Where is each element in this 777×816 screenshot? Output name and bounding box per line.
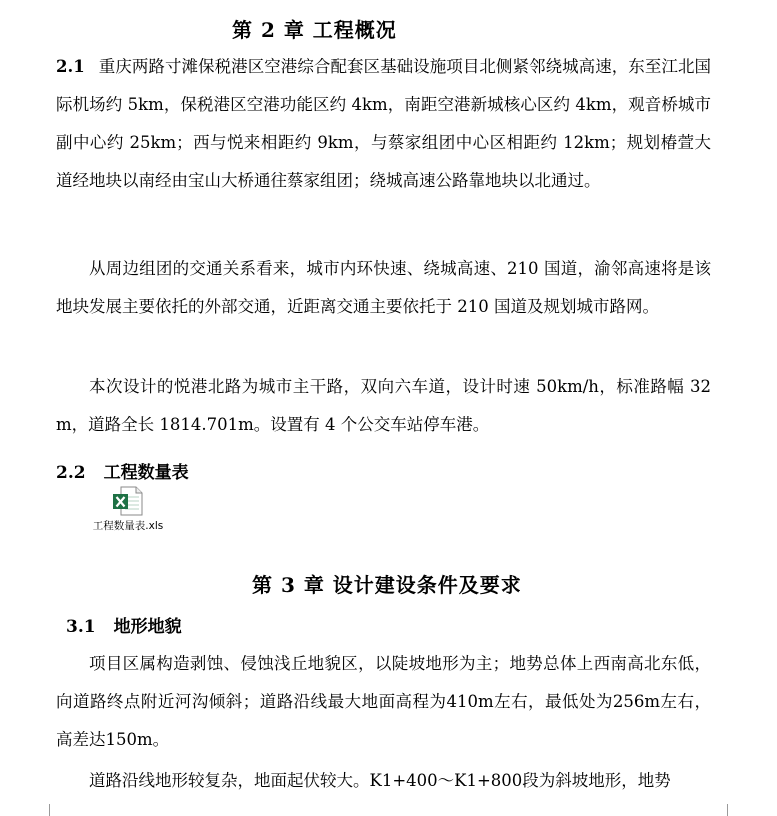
section-2-1-paragraph (56, 48, 711, 200)
section-3-1-title: 地形地貌 (113, 617, 182, 637)
chapter-2-title: 第 2 章 工程概况 (232, 18, 397, 42)
attachment-label: 工程数量表.xls (92, 520, 164, 532)
section-3-1-number: 3.1 (66, 617, 96, 637)
terrain-paragraph: 项目区属构造剥蚀、侵蚀浅丘地貌区，以陡坡地形为主；地势总体上西南高北东低，向道路终点附近河沟倾斜；道路沿线最大地面高程为410m左右，最低处为256m左右，高差达150m。 (56, 654, 711, 749)
attachment-xls[interactable] (82, 486, 174, 533)
section-3-1-heading (66, 612, 182, 637)
page-corner-mark-left (37, 804, 50, 816)
chapter-3-title: 第 3 章 设计建设条件及要求 (252, 573, 522, 597)
section-2-2-number: 2.2 (56, 463, 86, 483)
section-2-1-number: 2.1 (56, 57, 85, 76)
section-2-1-text: 重庆两路寸滩保税港区空港综合配套区基础设施项目北侧紧邻绕城高速，东至江北国际机场约 5km，保税港区空港功能区约 4km，南距空港新城核心区约 4km，观音桥城市副中心约 25km；西与悦来相距约 9km，与蔡家组团中心区相距约 12km；规划椿萱大道经地块以南经由宝山大桥通往蔡家组团；绕城高速公路靠地块以北通过。 (56, 57, 711, 190)
section-2-2-title: 工程数量表 (103, 463, 189, 483)
traffic-paragraph: 从周边组团的交通关系看来，城市内环快速、绕城高速、210 国道，渝邻高速将是该地块发展主要依托的外部交通，近距离交通主要依托于 210 国道及规划城市路网。 (56, 259, 711, 316)
page-corner-mark-right (727, 804, 740, 816)
excel-file-icon (112, 486, 144, 516)
section-2-2-heading (56, 458, 189, 483)
terrain-paragraph-2: 道路沿线地形较复杂，地面起伏较大。K1+400～K1+800段为斜坡地形，地势 (89, 771, 671, 790)
design-paragraph: 本次设计的悦港北路为城市主干路，双向六车道，设计时速 50km/h，标准路幅 32m，道路全长 1814.701m。设置有 4 个公交车站停车港。 (56, 377, 711, 434)
